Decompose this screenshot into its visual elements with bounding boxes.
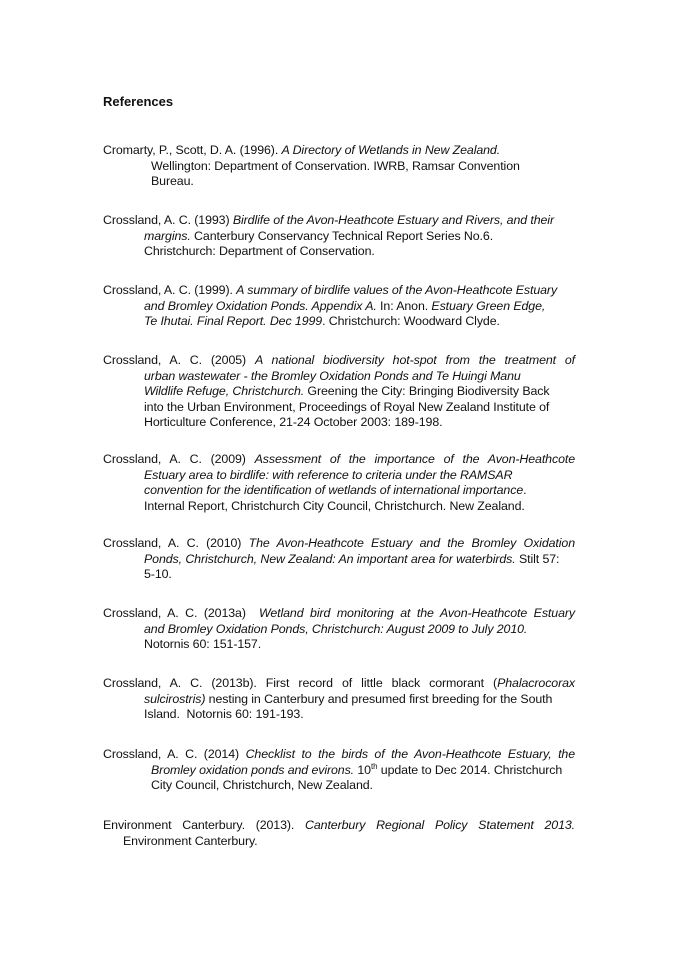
reference-line	[103, 692, 575, 708]
reference-title: A summary of birdlife values of the Avon-Heathcote Estuary	[236, 283, 558, 297]
reference-line: 5-10.	[144, 567, 172, 582]
reference-entry	[103, 818, 575, 849]
reference-line: Bureau.	[151, 174, 194, 189]
reference-line	[103, 468, 575, 484]
reference-entry	[103, 536, 575, 583]
reference-line	[103, 552, 575, 568]
reference-title: Estuary area to birdlife: with reference to criteria under the RAMSAR	[144, 467, 513, 482]
reference-line	[103, 622, 575, 638]
references-heading: References	[103, 94, 174, 109]
reference-source: nesting in Canterbury and presumed first breeding for the South	[205, 691, 553, 706]
reference-line	[103, 606, 575, 622]
reference-entry	[103, 213, 575, 260]
reference-line: into the Urban Environment, Proceedings of Royal New Zealand Institute of	[144, 399, 550, 414]
reference-line	[103, 818, 575, 834]
reference-author-year: Crossland, A. C. (2010)	[103, 536, 249, 550]
reference-line	[103, 143, 575, 159]
reference-title: Assessment of the importance of the Avon-Heathcote	[254, 452, 575, 466]
reference-source: 10	[354, 762, 371, 777]
reference-title: Wildlife Refuge, Christchurch.	[144, 384, 305, 399]
reference-title: Ponds, Christchurch, New Zealand: An important area for waterbirds.	[144, 551, 516, 566]
reference-author-year: Crossland, A. C. (1993)	[103, 213, 233, 227]
reference-author-year: Crossland, A. C. (2005)	[103, 353, 255, 367]
reference-line	[103, 384, 575, 400]
reference-line: Environment Canterbury.	[123, 833, 258, 848]
reference-line	[103, 229, 575, 245]
reference-author-year: Crossland, A. C. (2013b). First record of little black cormorant (	[103, 676, 498, 690]
reference-title: A national biodiversity hot-spot from the treatment of	[254, 353, 575, 367]
reference-title: margins.	[144, 228, 191, 243]
reference-line: Internal Report, Christchurch City Council, Christchurch. New Zealand.	[144, 498, 525, 513]
reference-line	[103, 676, 575, 692]
reference-line: Notornis 60: 151-157.	[144, 637, 262, 652]
reference-entry	[103, 747, 575, 794]
reference-title: A Directory of Wetlands in New Zealand.	[281, 143, 501, 157]
reference-title: Canterbury Regional Policy Statement 2013.	[305, 818, 575, 832]
reference-line: City Council, Christchurch, New Zealand.	[151, 778, 373, 793]
reference-line: Christchurch: Department of Conservation.	[144, 244, 375, 259]
reference-entry	[103, 353, 575, 431]
reference-author-year: Cromarty, P., Scott, D. A. (1996).	[103, 143, 282, 157]
reference-title: Wetland bird monitoring at the Avon-Heathcote Estuary	[258, 606, 575, 620]
reference-title: The Avon-Heathcote Estuary and the Bromley Oxidation	[248, 536, 575, 550]
reference-line: Island. Notornis 60: 191-193.	[144, 707, 304, 722]
reference-source: update to Dec 2014. Christchurch	[377, 762, 563, 777]
reference-title: Checklist to the birds of the Avon-Heathcote Estuary, the	[245, 747, 576, 761]
reference-source: Stilt 57:	[515, 551, 560, 566]
reference-entry	[103, 452, 575, 514]
reference-source: In: Anon.	[376, 298, 432, 313]
ordinal-superscript: th	[370, 761, 378, 771]
reference-entry	[103, 606, 575, 653]
reference-line: Horticulture Conference, 21-24 October 2003: 189-198.	[144, 415, 443, 430]
reference-line	[103, 452, 575, 468]
reference-line	[103, 483, 575, 499]
reference-line	[103, 747, 575, 763]
reference-entry	[103, 676, 575, 723]
reference-punctuation: .	[523, 483, 527, 498]
reference-line	[103, 353, 575, 369]
reference-author-year: Crossland, A. C. (2009)	[103, 452, 255, 466]
reference-title: Bromley oxidation ponds and evirons.	[151, 762, 355, 777]
reference-title: and Bromley Oxidation Ponds, Christchurch: August 2009 to July 2010.	[144, 621, 528, 636]
reference-entry	[103, 283, 575, 330]
reference-line	[103, 314, 575, 330]
reference-line	[103, 369, 575, 385]
reference-author-year: Environment Canterbury. (2013).	[103, 818, 306, 832]
reference-taxon: Phalacrocorax	[497, 676, 575, 690]
reference-line	[103, 299, 575, 315]
reference-source: Greening the City: Bringing Biodiversity Back	[304, 384, 550, 399]
reference-author-year: Crossland, A. C. (2014)	[103, 747, 246, 761]
reference-author-year: Crossland, A. C. (1999).	[103, 283, 237, 297]
reference-line	[103, 763, 575, 779]
reference-line: Wellington: Department of Conservation. IWRB, Ramsar Convention	[151, 158, 520, 173]
reference-title: convention for the identification of wetlands of international importance	[144, 483, 524, 498]
reference-taxon: sulcirostris)	[144, 691, 206, 706]
reference-entry	[103, 143, 575, 190]
reference-line	[103, 536, 575, 552]
reference-title: Estuary Green Edge,	[431, 298, 546, 313]
reference-source: Canterbury Conservancy Technical Report Series No.6.	[190, 228, 494, 243]
reference-title: urban wastewater - the Bromley Oxidation Ponds and Te Huingi Manu	[144, 368, 521, 383]
reference-source: . Christchurch: Woodward Clyde.	[322, 314, 500, 329]
reference-line	[103, 283, 575, 299]
reference-line	[103, 213, 575, 229]
reference-title: Te Ihutai. Final Report. Dec 1999	[144, 314, 323, 329]
reference-author-year: Crossland, A. C. (2013a)	[103, 606, 259, 620]
reference-title: Birdlife of the Avon-Heathcote Estuary and Rivers, and their	[232, 213, 554, 227]
reference-title: and Bromley Oxidation Ponds. Appendix A.	[144, 298, 377, 313]
